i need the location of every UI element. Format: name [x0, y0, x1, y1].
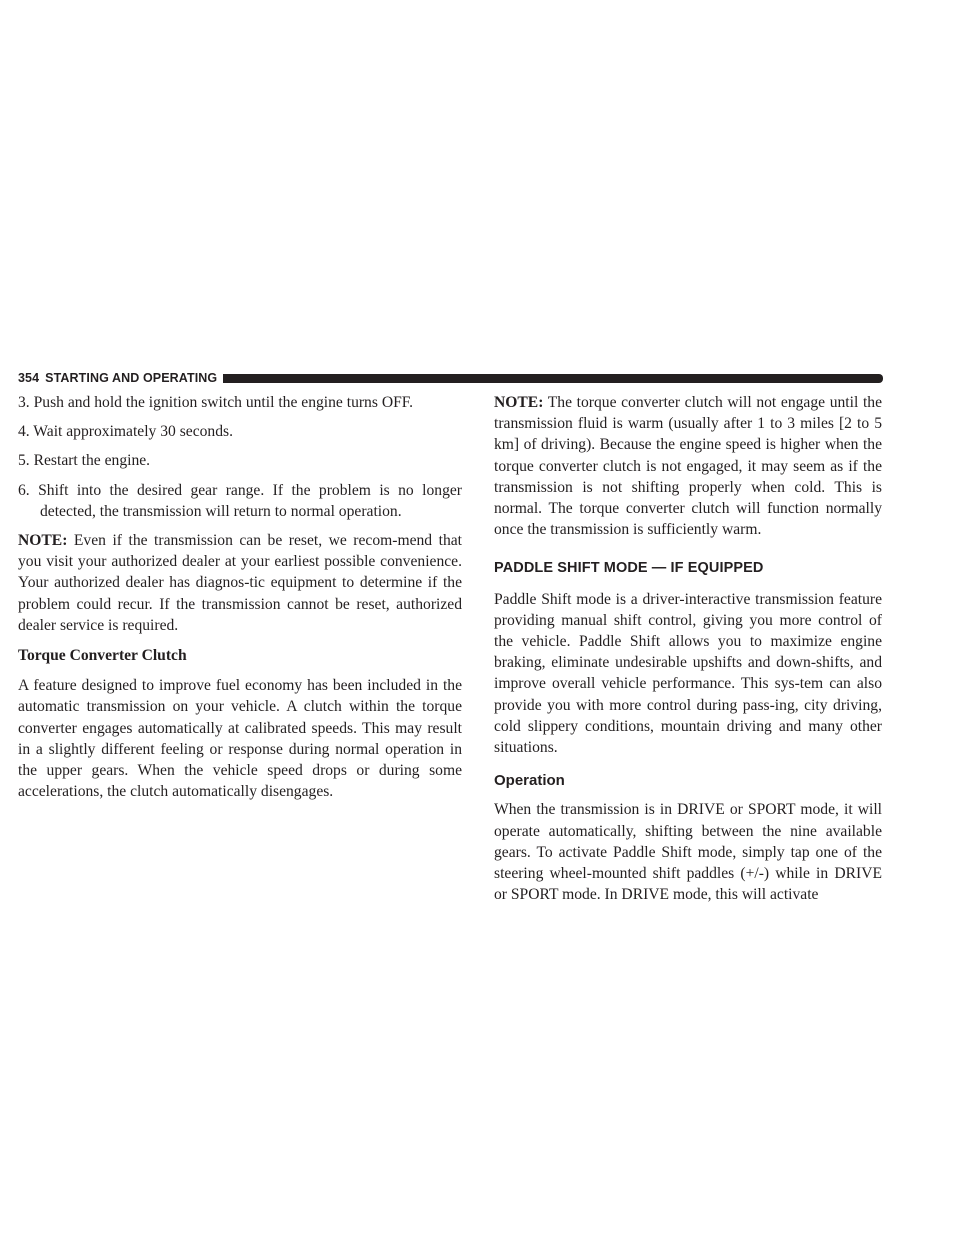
left-column: [18, 392, 462, 811]
subheading-torque-converter-clutch: Torque Converter Clutch: [18, 647, 187, 665]
right-column: [494, 392, 882, 914]
note-text-right: The torque converter clutch will not engage until the transmission fluid is warm (usually after 1 to 3 miles [2 to 5 km] of driving). Because the engine speed is higher when the torque converter clutch is not engaged, it may seem as if the transmission is not shifting properly when cold. This is normal. The torque converter clutch will function normally once the transmission is sufficiently warm.: [494, 394, 882, 539]
section-title: STARTING AND OPERATING: [45, 371, 218, 385]
step-4: 4. Wait approximately 30 seconds.: [18, 423, 233, 441]
step-6: 6. Shift into the desired gear range. If the problem is no longer detected, the transmission will return to normal operation.: [18, 481, 462, 520]
paddle-shift-paragraph: Paddle Shift mode is a driver-interactive transmission feature providing manual shift control, giving you more control of the vehicle. Paddle Shift allows you to maximize engine braking, eliminate undesirable upshifts and down-shifts, and improve overall vehicle performance. This sys-tem can also provide you with more control during pass-ing, city driving, cold slippery conditions, mountain driving and many other situations.: [494, 590, 882, 757]
heading-paddle-shift-mode: PADDLE SHIFT MODE — IF EQUIPPED: [494, 560, 764, 577]
page-header: [18, 371, 883, 385]
note-paragraph-right: [494, 392, 882, 540]
step-3: 3. Push and hold the ignition switch until the engine turns OFF.: [18, 394, 414, 411]
subheading-operation: Operation: [494, 772, 565, 790]
torque-converter-paragraph: A feature designed to improve fuel economy has been included in the automatic transmission on your vehicle. A clutch within the torque converter engages automatically at calibrated speeds. This may result in a slightly different feeling or response during normal operation in the upper gears. When the vehicle speed drops or during some accelerations, the clutch automatically disengages.: [18, 677, 462, 801]
step-5: 5. Restart the engine.: [18, 452, 151, 470]
header-rule: [223, 374, 883, 383]
note-label: NOTE:: [18, 532, 68, 550]
page-number: 354: [18, 371, 40, 385]
operation-paragraph: When the transmission is in DRIVE or SPORT mode, it will operate automatically, shifting between the nine available gears. To activate Paddle Shift mode, simply tap one of the steering wheel-mounted shift paddles (+/-) while in DRIVE or SPORT mode. In DRIVE mode, this will activate: [494, 801, 882, 904]
note-text: Even if the transmission can be reset, we recom-mend that you visit your authorized dealer at your earliest possible convenience. Your authorized dealer has diagnos-tic equipment to determine if the problem could recur. If the transmission cannot be reset, authorized dealer service is required.: [18, 532, 462, 634]
note-paragraph: [18, 530, 462, 636]
note-label-right: NOTE:: [494, 394, 544, 411]
